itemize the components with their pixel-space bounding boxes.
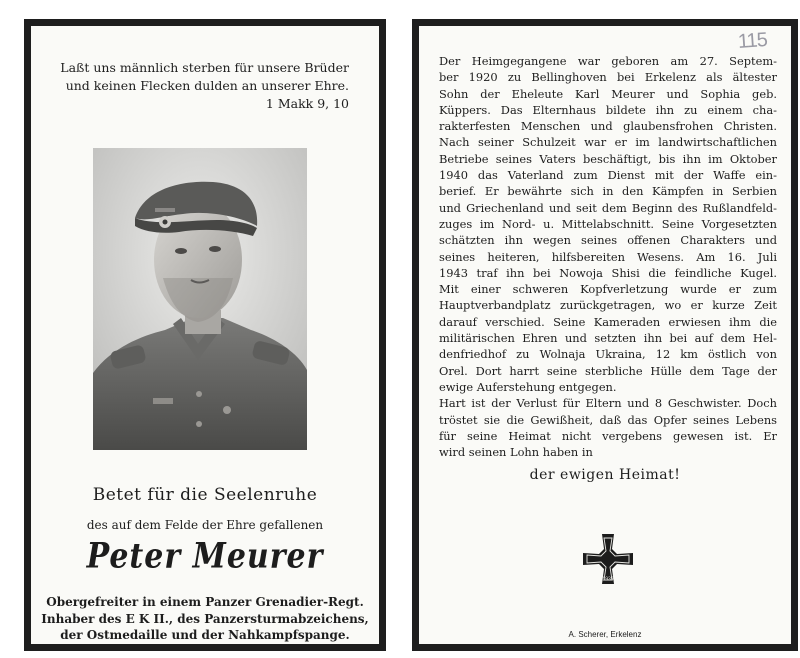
verse-line: und keinen Flecken dulden an unserer Ehre. [65,78,349,93]
biography-line: Betriebe seines Vaters beschäftigt, bis ihn im Oktober [439,151,777,166]
handwritten-page-number: 115 [737,29,768,53]
fallen-subtitle: des auf dem Felde der Ehre gefallenen [86,518,324,532]
biography-line: ewige Auferstehung entgegen. [439,379,617,394]
biography-line: Nach seiner Schulzeit war er im landwirtschaftlichen [439,135,777,150]
decorations-line: der Ostmedaille und der Nahkampfspange. [60,628,350,642]
cross-year: 1939 [602,576,614,583]
verse-line: Laßt uns männlich sterben für unsere Brüder [60,60,349,75]
rank-and-decorations [31,594,379,644]
biography-line: Orel. Dort harrt seine sterbliche Hülle dem Tage der [439,363,777,378]
biography-line: Küppers. Das Elternhaus bildete ihn zu einem cha- [439,102,777,117]
deceased-name: Peter Meurer [86,536,324,577]
biography-line: tröstet sie die Gewißheit, daß das Opfer seines Lebens [439,412,777,427]
rank-line: Obergefreiter in einem Panzer Grenadier-Regt. [46,595,364,609]
biography-line: für seine Heimat nicht vergebens gewesen ist. Er [439,428,777,443]
biography-text [439,53,777,460]
biography-line: 1940 das Vaterland zum Dienst mit der Waffe ein- [439,168,777,183]
biography-line: zuges im Nord- u. Mittelabschnitt. Seine Vorgesetzten [439,216,777,231]
biography-line: Hart ist der Verlust für Eltern und 8 Geschwister. Doch [439,396,777,411]
biography-line: Sohn der Eheleute Karl Meurer und Sophia geb. [439,86,777,101]
biography-line: ber 1920 zu Bellinghoven bei Erkelenz als ältester [439,70,777,85]
bible-verse [49,59,349,113]
printer-imprint: A. Scherer, Erkelenz [568,630,642,639]
biography-line: wird seinen Lohn haben in [439,445,593,460]
biography-line: Hauptverbandplatz zurückgetragen, wo er kurze Zeit [439,298,777,313]
biography-line: berief. Er bewährte sich in den Kämpfen in Serbien [439,184,777,199]
prayer-heading: Betet für die Seelenruhe [92,485,318,505]
biography-line: schätzten ihn wegen seines offenen Charakters und [439,233,777,248]
biography-line: 1943 traf ihn bei Nowoja Shisi die feindliche Kugel. [439,265,777,280]
iron-cross-icon [581,532,635,586]
memorial-card-back [412,19,798,651]
biography-line: und Griechenland und seit dem Beginn des Rußlandfeld- [439,200,777,215]
closing-line: der ewigen Heimat! [529,467,681,483]
memorial-card-front [24,19,386,651]
biography-line: seines heiteren, hilfsbereiten Wesens. Am 16. Juli [439,249,777,264]
decorations-line: Inhaber des E K II., des Panzersturmabzeichens, [41,611,369,626]
biography-line: militärischen Ehren und setzten ihn bei auf dem Hel- [439,331,777,346]
biography-line: darauf verschied. Seine Kameraden erwiesen ihm die [439,314,777,329]
biography-line: denfriedhof zu Wolnaja Ukraina, 12 km östlich von [439,347,777,362]
biography-line: Mit einer schweren Kopfverletzung wurde er zum [439,282,777,297]
verse-reference: 1 Makk 9, 10 [265,96,349,111]
biography-line: Der Heimgegangene war geboren am 27. Septem- [439,54,777,68]
biography-line: rakterfesten Menschen und glaubensfrohen Christen. [439,119,777,134]
soldier-portrait-photo [93,148,307,450]
